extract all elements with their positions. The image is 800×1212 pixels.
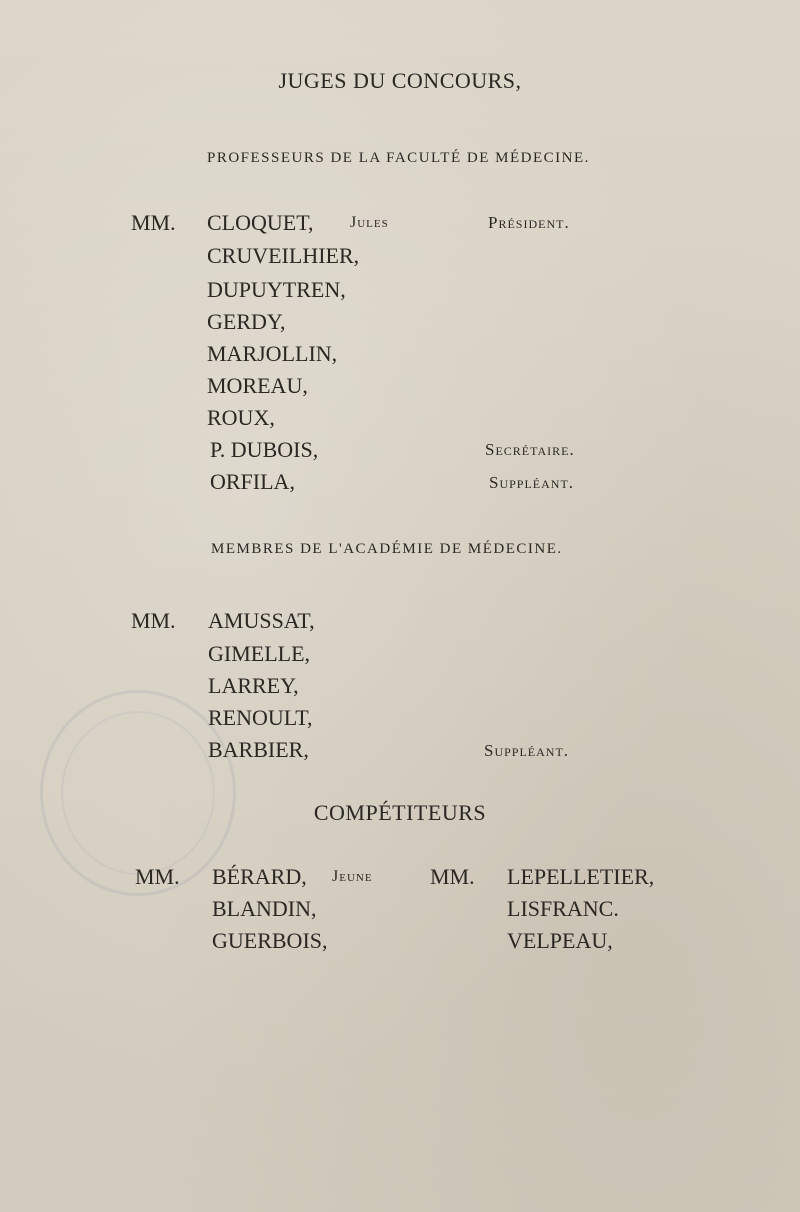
faculty-member-name: MOREAU, [207,373,308,398]
academy-member-role: Suppléant. [484,741,570,760]
academy-member-name: BARBIER, [208,737,309,762]
faculty-member-name: ROUX, [207,405,275,430]
faculty-mm-label: MM. [131,210,176,235]
competitors-mm-right: MM. [430,864,475,889]
competitor-qualifier: Jeune [332,868,373,885]
competitor-name: LISFRANC. [507,896,619,921]
faculty-member-role: Suppléant. [489,473,575,492]
faculty-member-given-name: Jules [350,214,389,231]
faculty-heading: PROFESSEURS DE LA FACULTÉ DE MÉDECINE. [207,150,590,166]
academy-mm-label: MM. [131,608,176,633]
academy-member-name: AMUSSAT, [208,608,315,633]
academy-heading: MEMBRES DE L'ACADÉMIE DE MÉDECINE. [211,541,563,557]
academy-member-name: LARREY, [208,673,299,698]
faculty-member-role: Secrétaire. [485,440,575,459]
academy-member-name: GIMELLE, [208,641,311,666]
faculty-member-name: DUPUYTREN, [207,277,346,302]
competitor-name: LEPELLETIER, [507,864,655,889]
faculty-member-name: MARJOLLIN, [207,341,338,366]
academy-member-name: RENOULT, [208,705,313,730]
faculty-member-name: CRUVEILHIER, [207,243,360,268]
competitor-name: BLANDIN, [212,896,317,921]
faculty-member-name: P. DUBOIS, [210,437,319,462]
page-title: JUGES DU CONCOURS, [278,68,522,93]
competitor-name: GUERBOIS, [212,928,328,953]
competitors-mm-left: MM. [135,864,180,889]
faculty-member-name: CLOQUET, [207,210,314,235]
faculty-member-name: ORFILA, [210,469,295,494]
faculty-member-name: GERDY, [207,309,286,334]
competitors-heading: COMPÉTITEURS [313,800,487,825]
competitor-name: BÉRARD, [212,864,307,889]
faculty-member-role: Président. [488,213,570,232]
competitor-name: VELPEAU, [507,928,613,953]
